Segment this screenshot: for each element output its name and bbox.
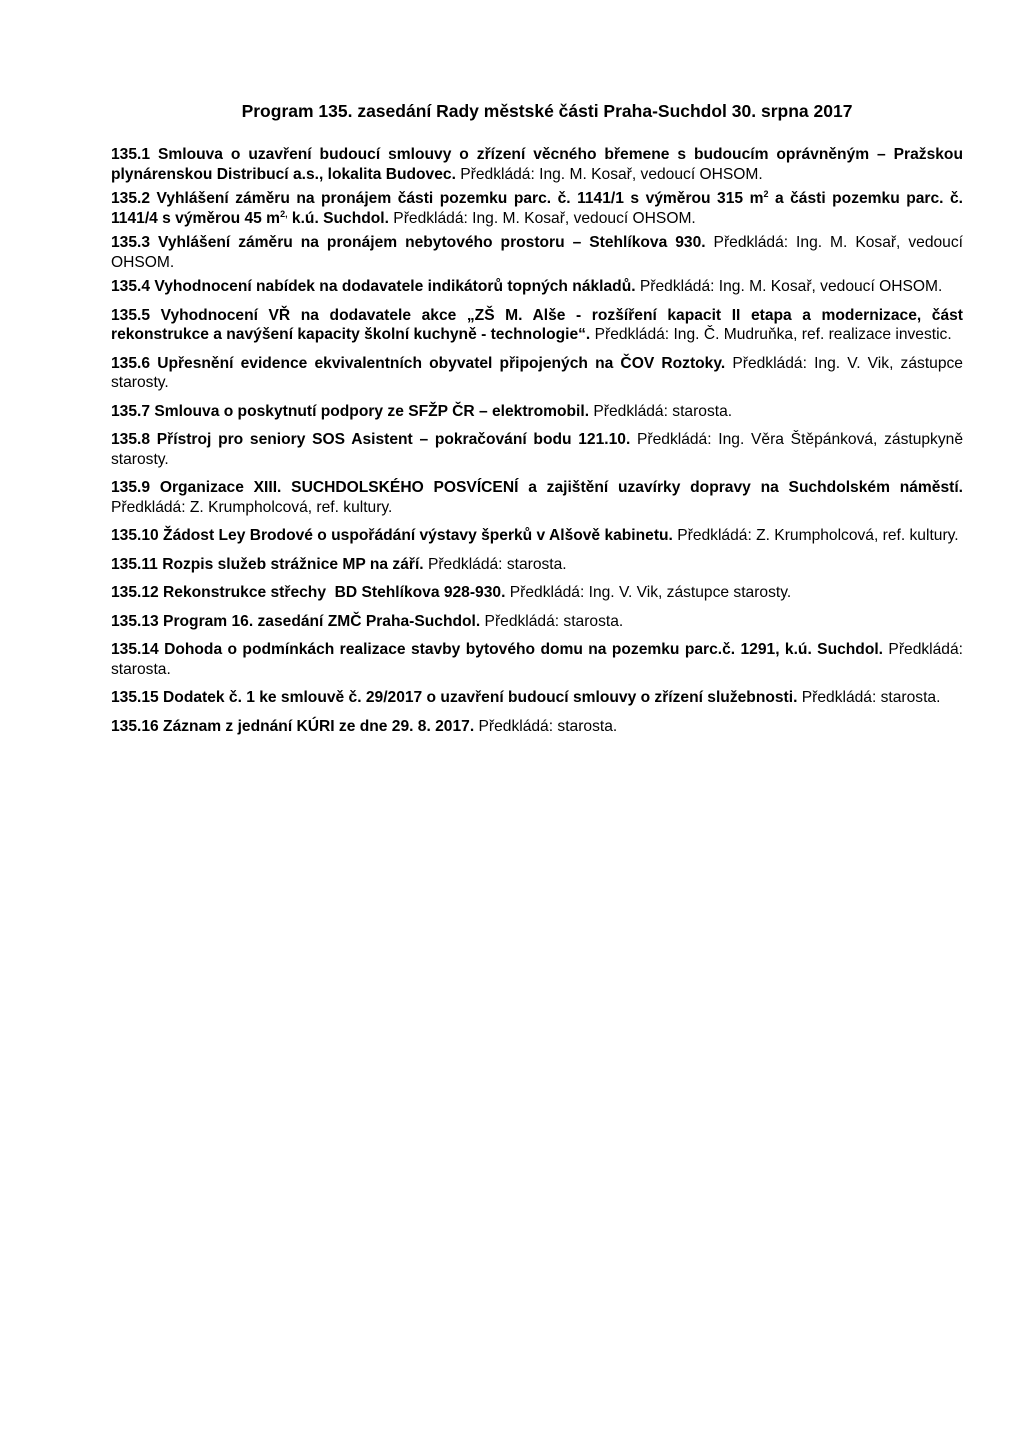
item-number: 135.13: [111, 612, 159, 630]
agenda-item-135-7: [111, 402, 963, 422]
item-number: 135.15: [111, 689, 159, 706]
item-presenter: Předkládá: Ing. V. Vik, zástupce starosty.: [509, 584, 792, 601]
item-number: 135.7: [111, 402, 151, 420]
agenda-item-135-15: [111, 688, 963, 708]
superscript-2: 2: [763, 188, 769, 199]
document-title: Program 135. zasedání Rady městské části Praha-Suchdol 30. srpna 2017: [241, 101, 853, 121]
item-number: 135.9: [111, 479, 151, 496]
item-subject: Organizace XIII. SUCHDOLSKÉHO POSVÍCENÍ a zajištění uzavírky dopravy na Suchdolském náměstí.: [159, 479, 963, 496]
item-number: 135.14: [111, 641, 159, 658]
item-number: 135.16: [111, 717, 159, 735]
item-subject: Program 16. zasedání ZMČ Praha-Suchdol.: [163, 612, 481, 630]
item-subject-part2: a části pozemku parc. č. 1141/4 s výměrou 45 m: [111, 190, 963, 227]
item-number: 135.2: [111, 190, 151, 207]
item-subject: Vyhodnocení nabídek na dodavatele indikátorů topných nákladů.: [154, 278, 636, 295]
item-subject: Dodatek č. 1 ke smlouvě č. 29/2017 o uzavření budoucí smlouvy o zřízení služebnosti.: [163, 689, 798, 706]
item-presenter: Předkládá: Z. Krumpholcová, ref. kultury.: [111, 498, 393, 516]
agenda-item-135-2: [111, 189, 963, 228]
item-presenter: Předkládá: Ing. Věra Štěpánková, zástupkyně starosty.: [111, 431, 963, 468]
item-subject: Vyhodnocení VŘ na dodavatele akce „ZŠ M. Alše - rozšíření kapacit II etapa a modernizace, část rekonstrukce a navýšení kapacity školní kuchyně - technologie“.: [111, 306, 963, 343]
item-number: 135.11: [111, 555, 158, 573]
item-subject: Smlouva o poskytnutí podpory ze SFŽP ČR – elektromobil.: [154, 402, 590, 420]
item-presenter: Předkládá: Ing. M. Kosař, vedoucí OHSOM.: [460, 165, 763, 183]
agenda-item-135-13: [111, 612, 963, 632]
item-subject: Upřesnění evidence ekvivalentních obyvatel připojených na ČOV Roztoky.: [157, 354, 726, 372]
item-subject-part3: k.ú. Suchdol.: [287, 209, 389, 227]
item-presenter: Předkládá: starosta.: [427, 555, 567, 573]
item-presenter: Předkládá: starosta.: [801, 689, 941, 706]
agenda-item-135-3: [111, 233, 963, 272]
item-subject: Záznam z jednání KÚRI ze dne 29. 8. 2017.: [163, 717, 475, 735]
item-number: 135.1: [111, 146, 151, 163]
item-subject: Dohoda o podmínkách realizace stavby bytového domu na pozemku parc.č. 1291, k.ú. Suchdol.: [164, 641, 884, 658]
document-page: [111, 100, 963, 745]
item-number: 135.5: [111, 306, 151, 324]
item-presenter: Předkládá: Ing. M. Kosař, vedoucí OHSOM.: [393, 209, 696, 227]
agenda-item-135-11: [111, 555, 963, 575]
item-presenter: Předkládá: Ing. V. Vik, zástupce starosty.: [111, 354, 963, 391]
item-presenter: Předkládá: Ing. M. Kosař, vedoucí OHSOM.: [111, 234, 963, 271]
agenda-item-135-4: [111, 277, 963, 297]
item-number: 135.4: [111, 278, 151, 295]
item-presenter: Předkládá: Ing. M. Kosař, vedoucí OHSOM.: [639, 278, 943, 295]
item-presenter: Předkládá: starosta.: [484, 612, 624, 630]
item-subject: Vyhlášení záměru na pronájem nebytového prostoru – Stehlíkova 930.: [158, 234, 706, 251]
item-number: 135.6: [111, 354, 151, 372]
item-subject: Smlouva o uzavření budoucí smlouvy o zřízení věcného břemene s budoucím oprávněným – Pražskou plynárenskou Distribucí a.s., lokalita Budovec.: [111, 146, 963, 183]
agenda-item-135-10: [111, 526, 963, 546]
item-number: 135.8: [111, 431, 151, 448]
item-presenter: Předkládá: Ing. Č. Mudruňka, ref. realizace investic.: [594, 326, 952, 343]
agenda-item-135-8: [111, 430, 963, 469]
superscript-2-comma: 2,: [280, 208, 288, 219]
agenda-item-135-16: [111, 717, 963, 737]
agenda-item-135-12: [111, 583, 963, 603]
item-subject: Rekonstrukce střechy BD Stehlíkova 928-930.: [163, 584, 506, 601]
item-subject: Přístroj pro seniory SOS Asistent – pokračování bodu 121.10.: [156, 431, 631, 448]
agenda-item-135-14: [111, 640, 963, 679]
item-presenter: Předkládá: Z. Krumpholcová, ref. kultury.: [677, 527, 959, 544]
item-subject: Rozpis služeb strážnice MP na září.: [162, 555, 424, 573]
agenda-item-135-1: [111, 145, 963, 184]
agenda-item-135-6: [111, 354, 963, 393]
item-subject: Žádost Ley Brodové o uspořádání výstavy šperků v Alšově kabinetu.: [163, 527, 673, 544]
item-presenter: Předkládá: starosta.: [478, 717, 618, 735]
agenda-item-135-9: [111, 478, 963, 517]
item-presenter: Předkládá: starosta.: [111, 641, 963, 678]
item-number: 135.12: [111, 584, 159, 601]
item-presenter: Předkládá: starosta.: [593, 402, 733, 420]
item-subject-part1: Vyhlášení záměru na pronájem části pozemku parc. č. 1141/1 s výměrou 315 m: [156, 190, 764, 207]
item-number: 135.3: [111, 234, 151, 251]
item-number: 135.10: [111, 527, 159, 544]
agenda-item-135-5: [111, 306, 963, 345]
